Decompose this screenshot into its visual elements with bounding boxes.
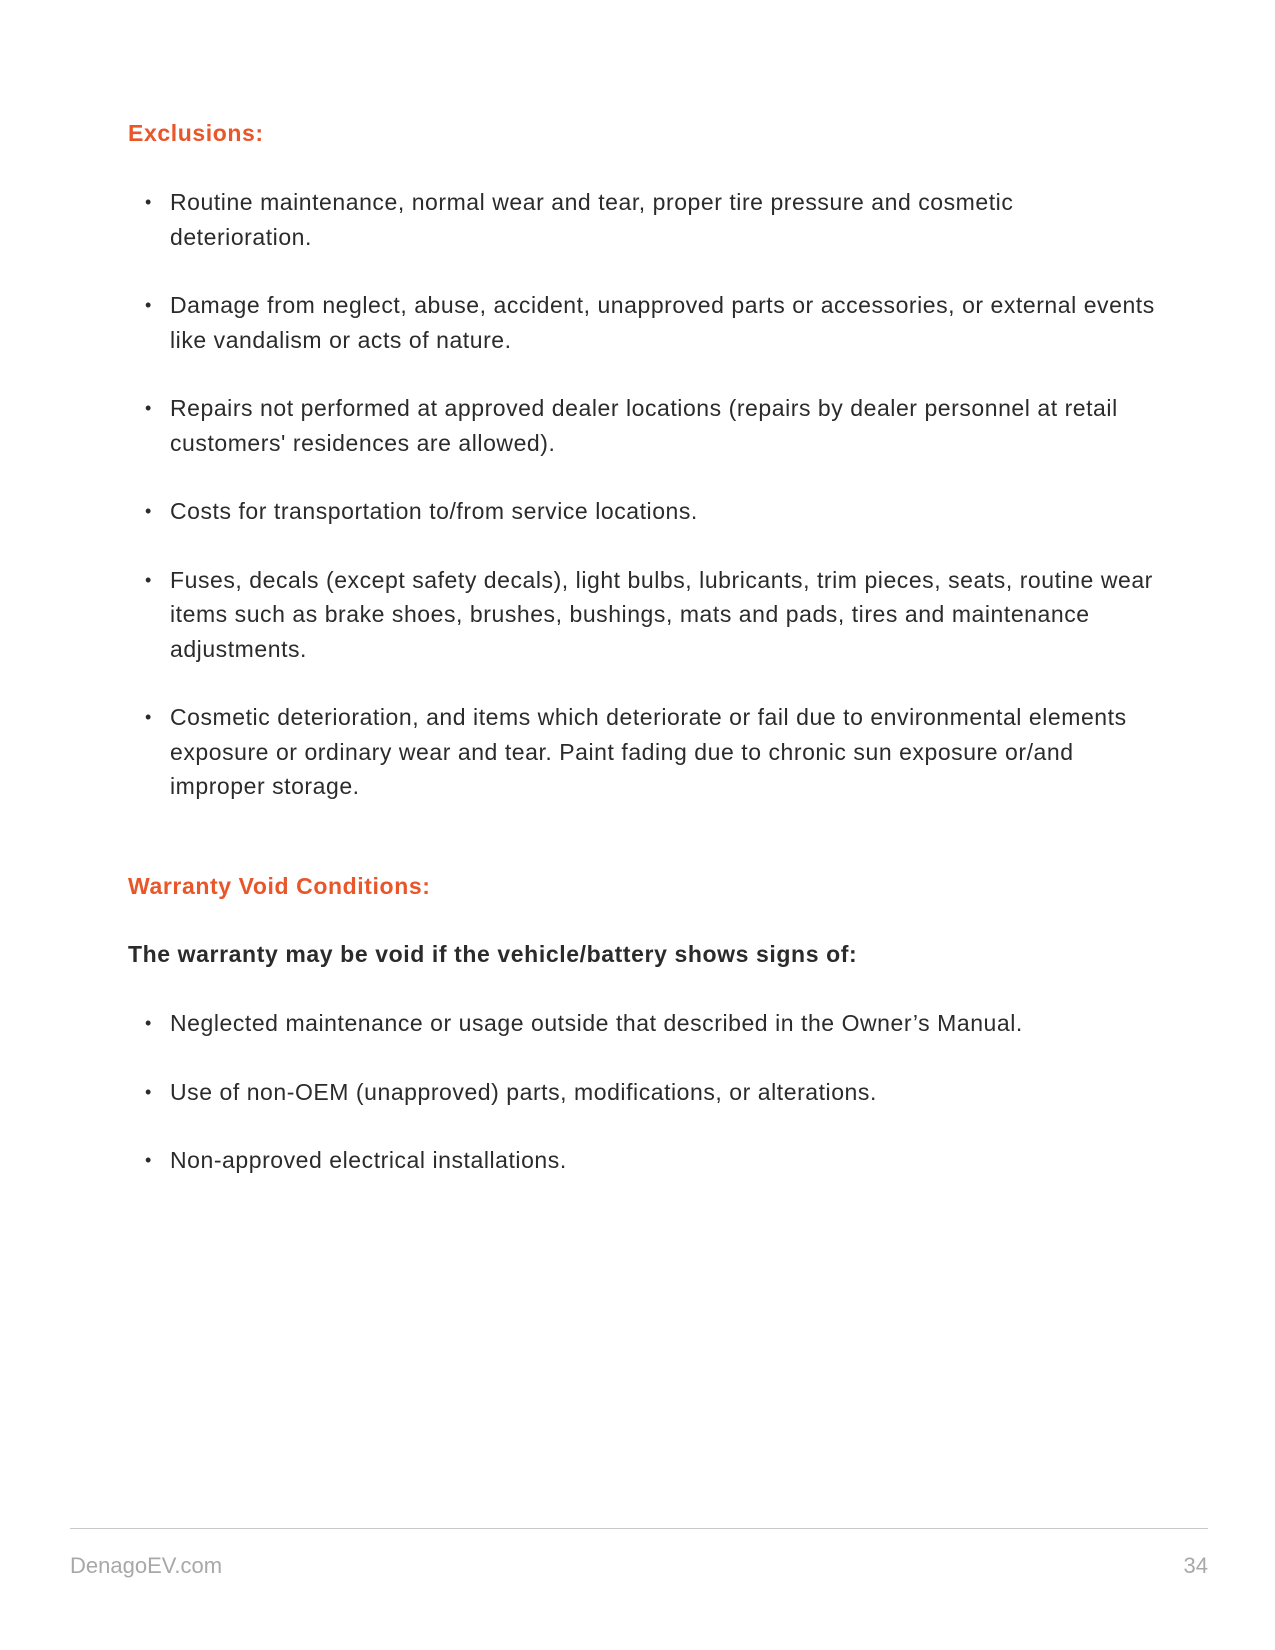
bullet-icon: • — [145, 398, 152, 418]
bullet-icon: • — [145, 707, 152, 727]
list-item-text: Routine maintenance, normal wear and tear, proper tire pressure and cosmetic deterioration. — [170, 189, 1014, 250]
bullet-icon: • — [145, 1013, 152, 1033]
bullet-icon: • — [145, 295, 152, 315]
bullet-icon: • — [145, 1081, 152, 1102]
bullet-icon: • — [145, 1150, 152, 1170]
list-item-text: Cosmetic deterioration, and items which deteriorate or fail due to environmental elements exposure or ordinary wear and tear. Paint fading due to chronic sun exposure or/and improper storage. — [170, 704, 1127, 799]
bullet-icon: • — [145, 569, 152, 590]
list-item — [128, 288, 1158, 357]
list-item — [128, 391, 1158, 460]
footer-site-link[interactable]: DenagoEV.com — [70, 1553, 223, 1578]
list-item-text: Non-approved electrical installations. — [170, 1147, 567, 1173]
exclusions-list — [128, 185, 1158, 838]
list-item — [128, 1143, 1158, 1178]
void-conditions-list — [128, 1006, 1158, 1212]
list-item — [128, 700, 1158, 804]
list-item-text: Repairs not performed at approved dealer locations (repairs by dealer personnel at retail customers' residences are allowed). — [170, 395, 1118, 456]
list-item-text: Fuses, decals (except safety decals), light bulbs, lubricants, trim pieces, seats, routine wear items such as brake shoes, brushes, bushings, mats and pads, tires and maintenance adjustments. — [170, 566, 1153, 662]
void-conditions-heading: Warranty Void Conditions: — [128, 873, 431, 899]
list-item-text: Damage from neglect, abuse, accident, unapproved parts or accessories, or external events like vandalism or acts of nature. — [170, 292, 1155, 353]
list-item — [128, 185, 1030, 254]
list-item-text: Neglected maintenance or usage outside that described in the Owner’s Manual. — [170, 1010, 1023, 1036]
page-number: 34 — [1183, 1553, 1208, 1578]
list-item — [128, 1075, 1158, 1110]
exclusions-heading: Exclusions: — [128, 120, 264, 146]
list-item — [128, 494, 1158, 529]
bullet-icon: • — [145, 501, 152, 521]
list-item-text: Costs for transportation to/from service locations. — [170, 498, 698, 524]
list-item-text: Use of non-OEM (unapproved) parts, modifications, or alterations. — [170, 1078, 877, 1105]
list-item — [128, 1006, 1158, 1041]
list-item — [128, 563, 1158, 667]
void-conditions-intro: The warranty may be void if the vehicle/battery shows signs of: — [128, 941, 858, 967]
footer-divider — [70, 1528, 1208, 1529]
bullet-icon: • — [145, 192, 152, 212]
